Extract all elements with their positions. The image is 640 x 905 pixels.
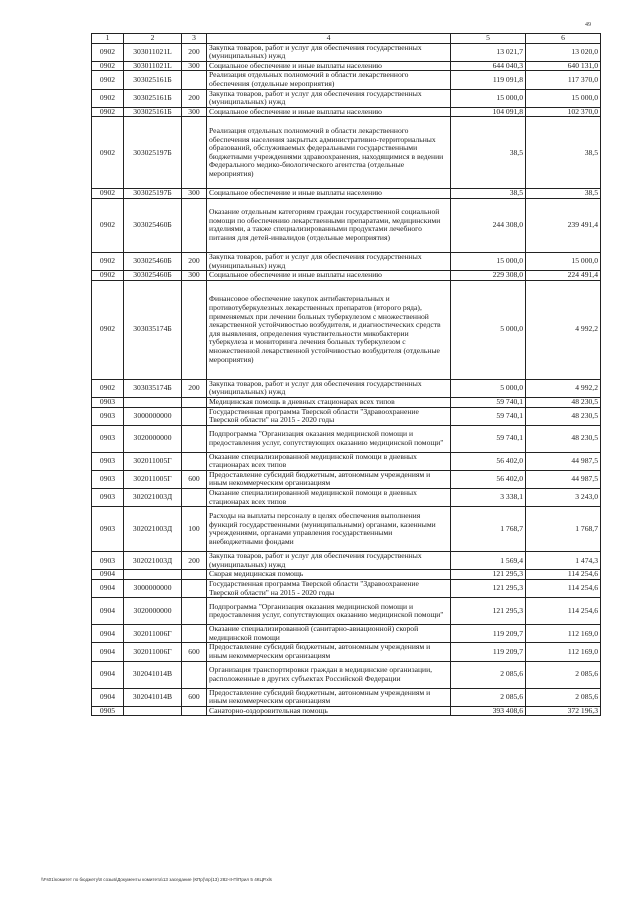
table-cell [182, 407, 207, 425]
table-row [92, 552, 601, 570]
table-cell: 303011021L [124, 43, 182, 61]
table-cell: 303025197Б [124, 189, 182, 199]
table-cell [182, 452, 207, 470]
table-cell: Реализация отдельных полномочий в области лекарственного обеспечения (отдельные мероприятия) [207, 71, 451, 89]
table-cell: 3 243,0 [526, 489, 601, 507]
table-cell: 0902 [92, 117, 124, 189]
table-cell: 0902 [92, 198, 124, 252]
table-cell: Организация транспортировки граждан в медицинские организации, расположенные в других субъектах Российской Федерации [207, 661, 451, 688]
table-cell [182, 570, 207, 580]
table-cell: 303011021L [124, 61, 182, 71]
header-cell: 3 [182, 34, 207, 44]
table-cell: 15 000,0 [451, 89, 526, 107]
table-cell [124, 397, 182, 407]
table-cell: Оказание специализированной медицинской помощи в дневных стационарах всех типов [207, 452, 451, 470]
table-cell: 600 [182, 643, 207, 661]
table-cell: 3 338,1 [451, 489, 526, 507]
table-cell: 1 768,7 [451, 507, 526, 552]
table-cell: 2 085,6 [451, 661, 526, 688]
table-cell: 0902 [92, 61, 124, 71]
table-row [92, 470, 601, 488]
table-cell: 224 491,4 [526, 271, 601, 281]
table-cell: 0902 [92, 280, 124, 379]
header-row [92, 34, 601, 44]
table-cell: 303025460Б [124, 271, 182, 281]
table-cell: 0902 [92, 252, 124, 270]
table-cell: 0903 [92, 407, 124, 425]
table-cell: 0903 [92, 507, 124, 552]
table-cell: 114 254,6 [526, 580, 601, 598]
table-cell: Государственная программа Тверской области "Здравоохранение Тверской области" на 2015 - 2020 годы [207, 407, 451, 425]
table-cell: Реализация отдельных полномочий в области лекарственного обеспечения населения закрытых административно-территориальных образований, обслуживаемых федеральными государственными бюджетными учреждениями здравоохранения, находящимися в ведении Федерального медико-биологического агентства (отдельные мероприятия) [207, 117, 451, 189]
table-cell: 119 091,8 [451, 71, 526, 89]
budget-table [91, 33, 601, 716]
table-row [92, 507, 601, 552]
table-row [92, 379, 601, 397]
table-cell: 300 [182, 189, 207, 199]
table-cell: 0902 [92, 379, 124, 397]
table-cell: Подпрограмма "Организация оказания медицинской помощи и предоставления услуг, сопутствующих оказанию медицинской помощи" [207, 425, 451, 452]
table-row [92, 598, 601, 625]
table-cell: 302011005Г [124, 452, 182, 470]
table-cell: 0904 [92, 580, 124, 598]
table-cell: 100 [182, 507, 207, 552]
table-cell: 114 254,6 [526, 570, 601, 580]
table-cell: 48 230,5 [526, 425, 601, 452]
table-cell: 0902 [92, 71, 124, 89]
table-cell: 2 085,6 [451, 688, 526, 706]
table-cell: 13 021,7 [451, 43, 526, 61]
table-cell: 0904 [92, 643, 124, 661]
table-cell: 302011005Г [124, 470, 182, 488]
table-cell: 303035174Б [124, 379, 182, 397]
table-cell [182, 425, 207, 452]
table-cell: 44 987,5 [526, 452, 601, 470]
table-cell: 119 209,7 [451, 625, 526, 643]
table-cell: 104 091,8 [451, 107, 526, 117]
table-row [92, 706, 601, 716]
table-cell: 0903 [92, 470, 124, 488]
table-row [92, 271, 601, 281]
table-cell: 0902 [92, 271, 124, 281]
table-cell: Медицинская помощь в дневных стационарах всех типов [207, 397, 451, 407]
table-cell: 48 230,5 [526, 397, 601, 407]
table-row [92, 71, 601, 89]
table-cell: 300 [182, 107, 207, 117]
table-cell [182, 280, 207, 379]
header-cell: 5 [451, 34, 526, 44]
table-cell: 1 768,7 [526, 507, 601, 552]
table-row [92, 452, 601, 470]
table-row [92, 189, 601, 199]
table-cell: 4 992,2 [526, 280, 601, 379]
table-cell: Социальное обеспечение и иные выплаты населению [207, 271, 451, 281]
table-cell: 302021003Д [124, 552, 182, 570]
table-row [92, 643, 601, 661]
table-cell: 112 169,0 [526, 625, 601, 643]
table-cell: 0904 [92, 570, 124, 580]
table-cell: 640 131,0 [526, 61, 601, 71]
table-cell: Оказание специализированной (санитарно-авиационной) скорой медицинской помощи [207, 625, 451, 643]
table-cell: Закупка товаров, работ и услуг для обеспечения государственных (муниципальных) нужд [207, 552, 451, 570]
table-cell: 4 992,2 [526, 379, 601, 397]
table-row [92, 425, 601, 452]
table-cell: 0902 [92, 43, 124, 61]
table-row [92, 407, 601, 425]
table-cell [182, 625, 207, 643]
table-cell [124, 706, 182, 716]
table-cell: 393 408,6 [451, 706, 526, 716]
header-cell: 1 [92, 34, 124, 44]
table-cell: Закупка товаров, работ и услуг для обеспечения государственных (муниципальных) нужд [207, 379, 451, 397]
table-cell: 200 [182, 43, 207, 61]
table-row [92, 397, 601, 407]
table-cell: Предоставление субсидий бюджетным, автономным учреждениям и иным некоммерческим организациям [207, 643, 451, 661]
table-cell: Предоставление субсидий бюджетным, автономным учреждениям и иным некоммерческим организациям [207, 470, 451, 488]
table-row [92, 625, 601, 643]
table-cell: 59 740,1 [451, 397, 526, 407]
table-cell: 303025161Б [124, 89, 182, 107]
table-cell: 244 308,0 [451, 198, 526, 252]
table-cell: 302011006Г [124, 643, 182, 661]
table-row [92, 107, 601, 117]
page-number: 49 [585, 22, 591, 28]
table-cell: 0904 [92, 688, 124, 706]
header-cell: 4 [207, 34, 451, 44]
table-cell: 200 [182, 379, 207, 397]
table-cell [182, 706, 207, 716]
table-row [92, 89, 601, 107]
header-cell: 2 [124, 34, 182, 44]
table-cell: 56 402,0 [451, 452, 526, 470]
table-row [92, 489, 601, 507]
table-cell: Подпрограмма "Организация оказания медицинской помощи и предоставления услуг, сопутствующих оказанию медицинской помощи" [207, 598, 451, 625]
table-cell: 1 474,3 [526, 552, 601, 570]
table-cell: Закупка товаров, работ и услуг для обеспечения государственных (муниципальных) нужд [207, 43, 451, 61]
table-cell: Социальное обеспечение и иные выплаты населению [207, 107, 451, 117]
table-cell: 13 020,0 [526, 43, 601, 61]
table-cell [182, 71, 207, 89]
table-cell: 121 295,3 [451, 598, 526, 625]
table-cell: 117 370,0 [526, 71, 601, 89]
table-cell: Закупка товаров, работ и услуг для обеспечения государственных (муниципальных) нужд [207, 252, 451, 270]
table-cell: 15 000,0 [451, 252, 526, 270]
table-cell: 5 000,0 [451, 379, 526, 397]
table-cell: 59 740,1 [451, 425, 526, 452]
table-cell: 300 [182, 271, 207, 281]
table-cell: 303025460Б [124, 252, 182, 270]
table-cell: Государственная программа Тверской области "Здравоохранение Тверской области" на 2015 - 2020 годы [207, 580, 451, 598]
table-cell: 102 370,0 [526, 107, 601, 117]
table-cell: 0904 [92, 661, 124, 688]
table-cell [182, 661, 207, 688]
file-path-footer: \\Fs01\комитет по бюджету\8 созыв\Документы комитета\13 заседание (КПр)\пр(13) 282-II-П\Прил 5 4КЦР.xls [41, 877, 272, 882]
table-cell: 0902 [92, 89, 124, 107]
table-row [92, 661, 601, 688]
table-cell: 302021003Д [124, 507, 182, 552]
table-cell: Скорая медицинская помощь [207, 570, 451, 580]
table-cell: Предоставление субсидий бюджетным, автономным учреждениям и иным некоммерческим организациям [207, 688, 451, 706]
table-cell: 303025197Б [124, 117, 182, 189]
table-cell: 56 402,0 [451, 470, 526, 488]
table-cell: 44 987,5 [526, 470, 601, 488]
table-cell: 300 [182, 61, 207, 71]
table-cell [124, 570, 182, 580]
table-row [92, 252, 601, 270]
table-cell: Оказание отдельным категориям граждан государственной социальной помощи по обеспечению лекарственными препаратами, медицинскими изделиями, а также специализированными продуктами лечебного питания для детей-инвалидов (отдельные мероприятия) [207, 198, 451, 252]
table-cell: 200 [182, 552, 207, 570]
table-cell: Расходы на выплаты персоналу в целях обеспечения выполнения функций государственными (муниципальными) органами, казенными учреждениями, органами управления государственными внебюджетными фондами [207, 507, 451, 552]
table-cell: 121 295,3 [451, 580, 526, 598]
table-cell: Финансовое обеспечение закупок антибактериальных и противотуберкулезных лекарственных препаратов (второго ряда), применяемых при лечении больных туберкулезом с множественной лекарственной устойчивостью возбудителя, и диагностических средств для выявления, определения чувствительности микобактерии туберкулеза и мониторинга лечения больных туберкулезом с множественной лекарственной устойчивостью возбудителя (отдельные мероприятия) [207, 280, 451, 379]
table-cell: Социальное обеспечение и иные выплаты населению [207, 61, 451, 71]
table-cell: 121 295,3 [451, 570, 526, 580]
table-cell: 302041014В [124, 688, 182, 706]
table-cell: 302021003Д [124, 489, 182, 507]
table-cell: 303035174Б [124, 280, 182, 379]
table-cell: 303025161Б [124, 107, 182, 117]
table-row [92, 43, 601, 61]
table-row [92, 117, 601, 189]
table-cell: 3020000000 [124, 598, 182, 625]
table-cell: 0905 [92, 706, 124, 716]
table-cell [182, 598, 207, 625]
table-cell: 600 [182, 688, 207, 706]
table-row [92, 280, 601, 379]
table-cell: 38,5 [451, 189, 526, 199]
table-cell: 1 569,4 [451, 552, 526, 570]
table-cell: 302011006Г [124, 625, 182, 643]
table-row [92, 580, 601, 598]
table-cell: 644 040,3 [451, 61, 526, 71]
table-cell: 303025460Б [124, 198, 182, 252]
table-row [92, 198, 601, 252]
table-cell: 0903 [92, 397, 124, 407]
table-cell: 229 308,0 [451, 271, 526, 281]
table-cell: 303025161Б [124, 71, 182, 89]
table-cell: 0904 [92, 598, 124, 625]
table-cell: 0903 [92, 552, 124, 570]
table-row [92, 570, 601, 580]
table-cell: 302041014В [124, 661, 182, 688]
table-cell: 48 230,5 [526, 407, 601, 425]
table-cell: 0903 [92, 452, 124, 470]
table-cell: 114 254,6 [526, 598, 601, 625]
table-cell: 59 740,1 [451, 407, 526, 425]
table-cell: 38,5 [526, 189, 601, 199]
table-cell: 372 196,3 [526, 706, 601, 716]
table-cell: 2 085,6 [526, 661, 601, 688]
header-cell: 6 [526, 34, 601, 44]
table-cell: Закупка товаров, работ и услуг для обеспечения государственных (муниципальных) нужд [207, 89, 451, 107]
table-cell: 239 491,4 [526, 198, 601, 252]
table-cell: 38,5 [451, 117, 526, 189]
table-cell: 5 000,0 [451, 280, 526, 379]
table-cell: 200 [182, 89, 207, 107]
table-cell [182, 117, 207, 189]
table-cell: 15 000,0 [526, 89, 601, 107]
table-cell: 38,5 [526, 117, 601, 189]
table-cell: 3000000000 [124, 580, 182, 598]
table-cell [182, 580, 207, 598]
table-cell: 0902 [92, 107, 124, 117]
table-cell: 0904 [92, 625, 124, 643]
table-cell: 200 [182, 252, 207, 270]
table-cell: Оказание специализированной медицинской помощи в дневных стационарах всех типов [207, 489, 451, 507]
table-cell: 0903 [92, 425, 124, 452]
table-cell: 119 209,7 [451, 643, 526, 661]
table-cell: 15 000,0 [526, 252, 601, 270]
table-cell: Социальное обеспечение и иные выплаты населению [207, 189, 451, 199]
table-cell: 3020000000 [124, 425, 182, 452]
table-cell [182, 397, 207, 407]
table-cell: 112 169,0 [526, 643, 601, 661]
table-cell: Санаторно-оздоровительная помощь [207, 706, 451, 716]
table-row [92, 688, 601, 706]
table-cell: 2 085,6 [526, 688, 601, 706]
table-cell: 600 [182, 470, 207, 488]
table-cell [182, 489, 207, 507]
table-row [92, 61, 601, 71]
table-cell: 0902 [92, 189, 124, 199]
table-cell: 0903 [92, 489, 124, 507]
table-cell [182, 198, 207, 252]
table-cell: 3000000000 [124, 407, 182, 425]
